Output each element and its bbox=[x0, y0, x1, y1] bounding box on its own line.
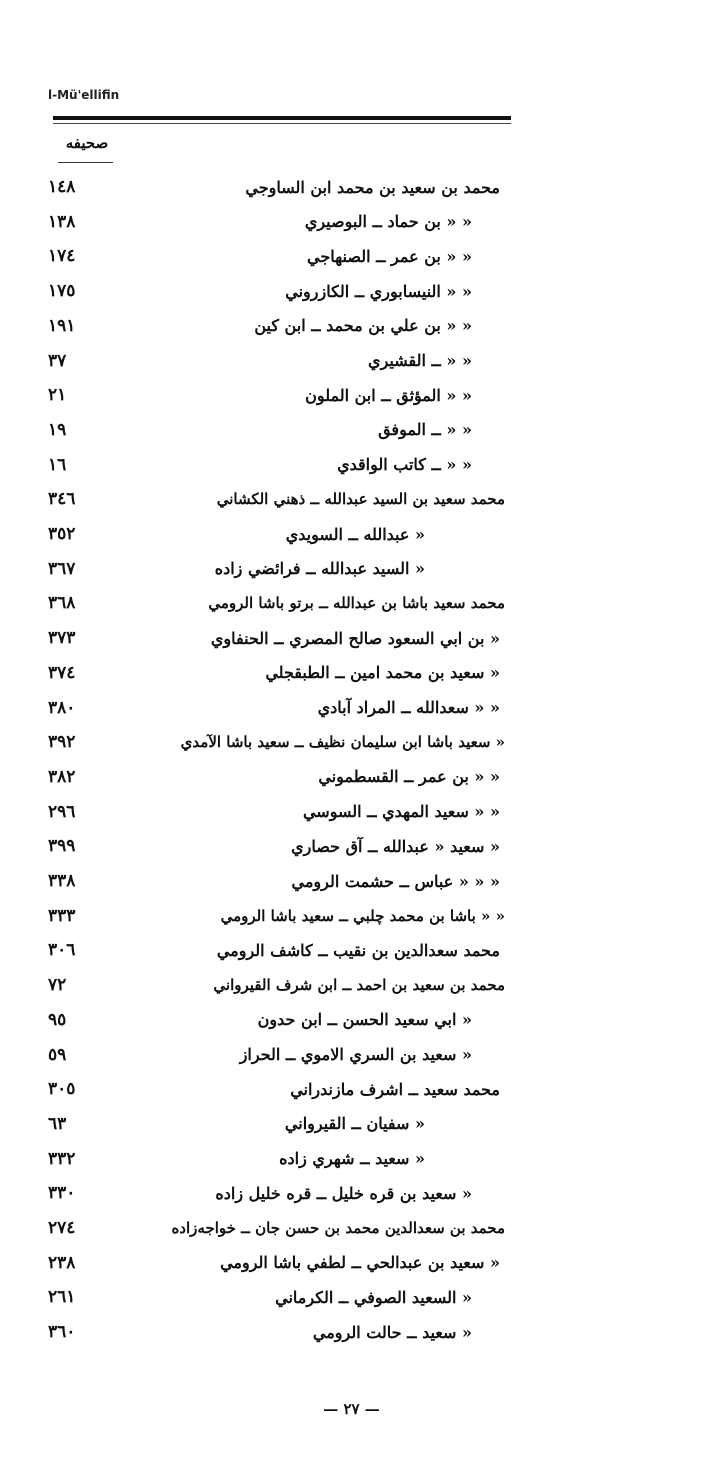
entry-name: « عبدالله ــ السويدي bbox=[285, 524, 425, 544]
entry-name: « « ــ كاتب الواقدي bbox=[337, 455, 472, 475]
entry-page-number: ٢٧٤ bbox=[48, 1218, 76, 1238]
entry-page-number: ٣٩٢ bbox=[48, 732, 76, 753]
index-entry bbox=[0, 968, 703, 1002]
index-entry bbox=[0, 378, 703, 412]
entry-page-number: ٣٣٠ bbox=[48, 1183, 76, 1204]
entry-page-number: ١٩١ bbox=[48, 315, 76, 336]
entry-name: « « ــ القشيري bbox=[368, 351, 472, 370]
index-entry bbox=[0, 1315, 703, 1349]
index-entry bbox=[0, 1142, 703, 1176]
entry-page-number: ٣٨٠ bbox=[48, 697, 76, 718]
index-entry bbox=[0, 1280, 703, 1314]
entry-page-number: ١٧٤ bbox=[48, 246, 76, 267]
index-entry bbox=[0, 1176, 703, 1210]
entry-page-number: ٢٦١ bbox=[48, 1287, 76, 1308]
entry-page-number: ٦٣ bbox=[48, 1113, 67, 1134]
entry-name: « السيد عبدالله ــ فرائضي زاده bbox=[214, 559, 425, 579]
index-entry bbox=[0, 274, 703, 308]
entry-page-number: ٥٩ bbox=[48, 1044, 67, 1065]
index-entry bbox=[0, 413, 703, 447]
entry-page-number: ٣٧٤ bbox=[48, 662, 76, 683]
entry-page-number: ٢١ bbox=[48, 385, 67, 406]
index-entry bbox=[0, 795, 703, 829]
entry-name: « سعيد بن محمد امين ــ الطبقجلي bbox=[265, 663, 500, 683]
entry-name: « سعيد ــ شهري زاده bbox=[279, 1149, 425, 1169]
entry-page-number: ٣٤٦ bbox=[48, 489, 76, 510]
entry-page-number: ٣٣٢ bbox=[48, 1148, 76, 1169]
entry-page-number: ٣٦٧ bbox=[48, 558, 76, 579]
entry-name: « « « عباس ــ حشمت الرومي bbox=[291, 871, 500, 891]
entry-name: محمد سعيد باشا بن عبدالله ــ برتو باشا الرومي bbox=[208, 594, 505, 613]
entry-name: « سعيد ــ حالت الرومي bbox=[312, 1322, 472, 1342]
index-entry bbox=[0, 309, 703, 343]
entry-page-number: ٣٠٥ bbox=[48, 1079, 76, 1100]
entry-page-number: ٣٦٠ bbox=[48, 1322, 76, 1343]
index-entry bbox=[0, 1038, 703, 1072]
index-entry bbox=[0, 1211, 703, 1245]
entry-page-number: ١٣٨ bbox=[48, 211, 76, 232]
index-entry bbox=[0, 552, 703, 586]
entry-page-number: ٣٦٨ bbox=[48, 593, 76, 614]
index-entry bbox=[0, 1072, 703, 1106]
entry-page-number: ١٩ bbox=[48, 419, 67, 440]
entry-page-number: ٣٧ bbox=[48, 350, 67, 371]
entry-name: محمد سعدالدين بن نقيب ــ كاشف الرومي bbox=[216, 940, 500, 960]
entry-page-number: ٣٣٨ bbox=[48, 871, 76, 891]
index-entry bbox=[0, 448, 703, 482]
entry-name: محمد بن سعيد بن احمد ــ ابن شرف القيرواني bbox=[213, 976, 505, 995]
entry-page-number: ٣٠٦ bbox=[48, 940, 76, 961]
index-entry bbox=[0, 586, 703, 620]
entry-name: « سعيد بن قره خليل ــ قره خليل زاده bbox=[215, 1183, 472, 1203]
index-entry bbox=[0, 482, 703, 516]
entry-name: « « المؤثق ــ ابن الملون bbox=[305, 385, 472, 405]
entry-name: « السعيد الصوفي ــ الكرماني bbox=[275, 1287, 472, 1307]
index-entry bbox=[0, 899, 703, 933]
index-entry bbox=[0, 170, 703, 204]
index-entry bbox=[0, 1246, 703, 1280]
index-entry bbox=[0, 239, 703, 273]
index-entry bbox=[0, 760, 703, 794]
entry-page-number: ٢٩٦ bbox=[48, 801, 76, 822]
page-number: — ٢٧ — bbox=[323, 1400, 380, 1418]
entry-name: « سفيان ــ القيرواني bbox=[284, 1114, 425, 1134]
entry-page-number: ٣٧٣ bbox=[48, 628, 76, 649]
entry-name: « ابي سعيد الحسن ــ ابن حدون bbox=[257, 1010, 472, 1030]
entry-page-number: ٢٣٨ bbox=[48, 1252, 76, 1273]
entry-name: « « النيسابوري ــ الكازروني bbox=[285, 281, 472, 301]
index-entry bbox=[0, 829, 703, 863]
index-entry bbox=[0, 621, 703, 655]
header-rule-thin bbox=[53, 123, 511, 124]
entry-name: « « ــ الموفق bbox=[378, 420, 472, 440]
index-entry bbox=[0, 691, 703, 725]
index-entry bbox=[0, 1107, 703, 1141]
index-entry bbox=[0, 864, 703, 898]
entry-name: محمد بن سعدالدين محمد بن حسن جان ــ خواجه‌زاده bbox=[171, 1219, 505, 1237]
index-entry bbox=[0, 1003, 703, 1037]
entry-page-number: ٩٥ bbox=[48, 1009, 67, 1030]
entry-name: « سعيد بن عبدالحي ــ لطفي باشا الرومي bbox=[220, 1253, 500, 1273]
entry-name: « « سعدالله ــ المراد آبادي bbox=[317, 698, 500, 717]
entry-name: « « بن حماد ــ البوصيري bbox=[304, 212, 472, 232]
entry-page-number: ٣٩٩ bbox=[48, 836, 76, 857]
entry-name: محمد سعيد ــ اشرف مازندراني bbox=[290, 1079, 500, 1099]
entry-name: « « بن عمر ــ الصنهاجي bbox=[307, 246, 472, 266]
index-entry bbox=[0, 517, 703, 551]
entry-page-number: ١٦ bbox=[48, 454, 67, 475]
index-entry bbox=[0, 656, 703, 690]
page-column-header: صحيفه bbox=[65, 134, 109, 152]
entry-name: « « باشا بن محمد چلبي ــ سعيد باشا الرومي bbox=[220, 906, 505, 925]
entry-name: « سعيد باشا ابن سليمان نظيف ــ سعيد باشا الآمدي bbox=[180, 733, 505, 752]
entry-name: « « بن عمر ــ القسطموني bbox=[318, 767, 500, 787]
entry-page-number: ٣٨٢ bbox=[48, 766, 76, 787]
entry-name: « « بن علي بن محمد ــ ابن كين bbox=[254, 316, 472, 336]
entry-page-number: ١٤٨ bbox=[48, 177, 76, 197]
running-header: l-Mü'ellifin bbox=[48, 88, 120, 102]
entry-page-number: ١٧٥ bbox=[48, 281, 76, 302]
entry-page-number: ٣٥٢ bbox=[48, 524, 76, 544]
header-rule-thick bbox=[53, 116, 511, 120]
entry-name: « بن ابي السعود صالح المصري ــ الحنفاوي bbox=[210, 628, 500, 648]
index-entry bbox=[0, 205, 703, 239]
column-header-rule bbox=[58, 162, 113, 163]
entry-name: محمد سعيد بن السيد عبدالله ــ ذهني الكشاني bbox=[216, 490, 505, 509]
entry-name: « سعيد بن السري الاموي ــ الحراز bbox=[239, 1045, 472, 1064]
entry-page-number: ٣٣٣ bbox=[48, 905, 76, 926]
index-entry bbox=[0, 725, 703, 759]
entry-name: « سعيد « عبدالله ــ آق حصاري bbox=[291, 836, 500, 856]
index-entry bbox=[0, 344, 703, 378]
entry-page-number: ٧٢ bbox=[48, 975, 67, 996]
entry-name: محمد بن سعيد بن محمد ابن الساوجي bbox=[245, 177, 500, 197]
entry-name: « « سعيد المهدي ــ السوسي bbox=[302, 802, 500, 822]
index-entry bbox=[0, 933, 703, 967]
